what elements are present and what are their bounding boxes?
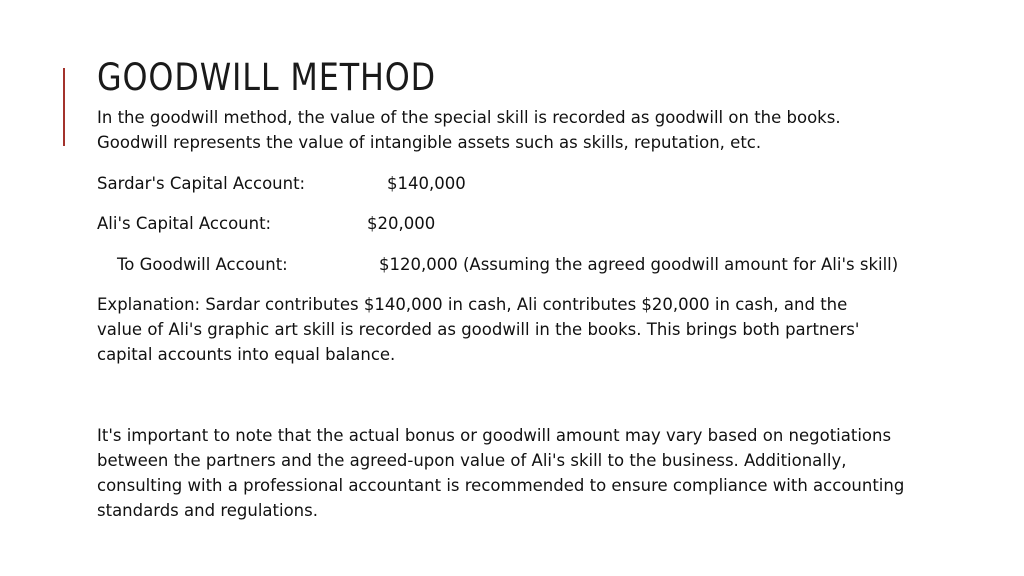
explanation-line: value of Ali's graphic art skill is recorded as goodwill in the books. This brings both partners' — [97, 320, 860, 339]
closing-note-line: between the partners and the agreed-upon value of Ali's skill to the business. Additionally, — [97, 451, 847, 470]
journal-entry-goodwill — [117, 252, 898, 277]
journal-entry-sardar — [97, 171, 466, 196]
entry-amount: $20,000 — [367, 214, 436, 233]
entry-amount: $140,000 — [387, 174, 466, 193]
closing-note-paragraph — [97, 423, 904, 523]
intro-line: Goodwill represents the value of intangible assets such as skills, reputation, etc. — [97, 133, 762, 152]
journal-entry-ali — [97, 211, 435, 236]
explanation-line: capital accounts into equal balance. — [97, 345, 396, 364]
entry-note: (Assuming the agreed goodwill amount for Ali's skill) — [462, 255, 899, 274]
closing-note-line: consulting with a professional accountant is recommended to ensure compliance with accounting — [97, 476, 905, 495]
title-accent-bar — [63, 68, 65, 146]
explanation-line: Explanation: Sardar contributes $140,000 in cash, Ali contributes $20,000 in cash, and the — [97, 295, 848, 314]
closing-note-line: It's important to note that the actual bonus or goodwill amount may vary based on negotiations — [97, 426, 892, 445]
explanation-paragraph — [97, 292, 859, 367]
entry-account: To Goodwill Account: — [117, 255, 288, 274]
entry-account: Ali's Capital Account: — [97, 214, 272, 233]
closing-note-line: standards and regulations. — [97, 501, 318, 520]
entry-amount: $120,000 — [379, 255, 458, 274]
intro-paragraph — [97, 105, 841, 155]
slide-title: GOODWILL METHOD — [97, 56, 437, 99]
entry-account: Sardar's Capital Account: — [97, 174, 306, 193]
intro-line: In the goodwill method, the value of the special skill is recorded as goodwill on the books. — [97, 108, 841, 127]
